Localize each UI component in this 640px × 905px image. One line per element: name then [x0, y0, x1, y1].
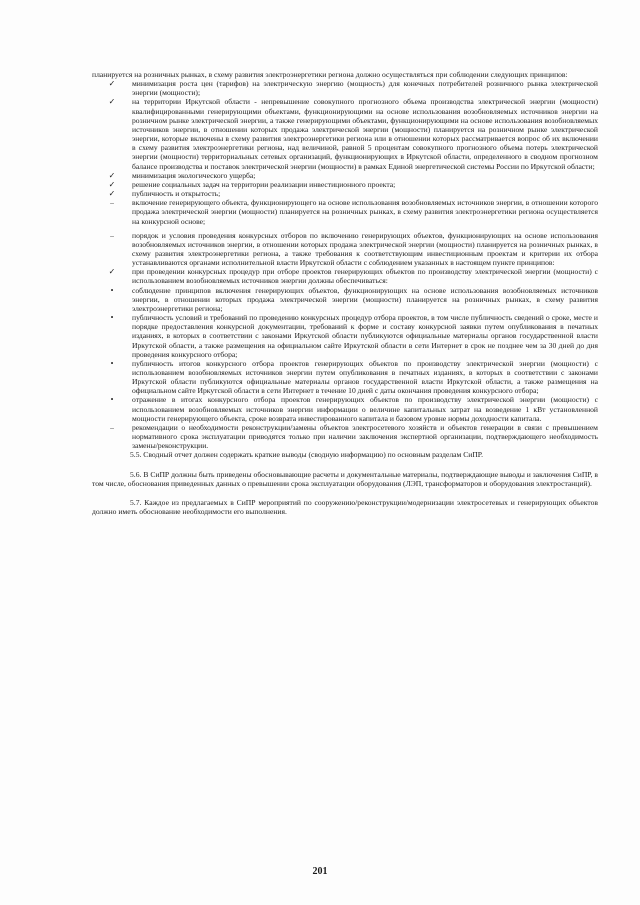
list-item-text: решение социальных задач на территории реализации инвестиционного проекта; — [132, 179, 396, 189]
list-item-text: минимизация экологического ущерба; — [132, 170, 256, 180]
checkmark-icon: ✓ — [108, 189, 116, 199]
list-item — [92, 313, 598, 359]
list-item-text: минимизация роста цен (тарифов) на электрическую энергию (мощность) для конечных потребителей розничного рынка электрической энергии (мощности); — [132, 79, 598, 98]
list-item-text: при проведении конкурсных процедур при отборе проектов генерирующих объектов по производству электрической энергии (мощности) с использованием возобновляемых источников энергии должны обеспечиваться: — [132, 267, 598, 286]
list-item-text: на территории Иркутской области - непревышение совокупного прогнозного объема производства электрической энергии (мощности) квалифицированными генерирующими объектами, функционирующими на основе использования возобновляемых источников энергии на розничном рынке электрической энергии, а также генерирующими объектами, функционирующими на основе использования возобновляемых источников энергии, в отношении которых продажа электрической энергии (мощности) планируется на розничном рынке электрической энергии, которые включены в схему развития электроэнергетики региона или в отношении которых рассматривается вопрос об их включении в схему развития электроэнергетики региона, над величиной, равной 5 процентам совокупного прогнозного объема потерь электрической энергии (мощности) территориальных сетевых организаций, функционирующих в Иркутской области, определенного в сводном прогнозном балансе производства и поставок электрической энергии (мощности) в рамках Единой энергетической системы России по Иркутской области; — [132, 97, 598, 171]
checkmark-icon: ✓ — [108, 170, 116, 180]
list-item — [92, 79, 598, 97]
section-5-7: 5.7. Каждое из предлагаемых в СиПР мероприятий по сооружению/реконструкции/модернизации электросетевых и генерирующих объектов должно иметь обоснование необходимости его выполнения. — [92, 497, 598, 517]
list-item-text: публичность и открытость; — [132, 189, 221, 199]
document-body — [92, 70, 598, 516]
checkmark-icon: ✓ — [108, 267, 116, 277]
list-item-text: публичность условий и требований по проведению конкурсных процедур отбора проектов, в том числе публичность сведений о сроке, месте и порядке предоставления конкурсной документации, требований к форме и составу конкурсной заявки путем опубликования в печатных изданиях, в которых в соответствии с законами Иркутской области публикуются официальные материалы органов государственной власти Иркутской области, а также размещения на официальном сайте Иркутской области в сети Интернет в срок не позднее чем за 30 дней до дня проведения конкурсного отбора; — [132, 313, 598, 359]
paragraph-intro: планируется на розничных рынках, в схему развития электроэнергетики региона должно осуществляться при соблюдении следующих принципов: — [92, 70, 568, 79]
list-item — [92, 180, 598, 189]
checkmark-icon: ✓ — [108, 179, 116, 189]
list-item — [92, 423, 598, 450]
list-item — [92, 231, 598, 268]
list-item — [92, 359, 598, 396]
list-item — [92, 198, 598, 225]
bullet-icon: • — [110, 285, 114, 295]
list-item — [92, 395, 598, 422]
dash-icon: – — [110, 422, 114, 432]
list-item — [92, 189, 598, 198]
checkmark-icon: ✓ — [108, 97, 116, 107]
dash-icon: – — [110, 198, 114, 208]
list-item-text: порядок и условия проведения конкурсных отборов по включению генерирующих объектов, функционирующих на основе использования возобновляемых источников энергии, в отношении которых продажа электрической энергии (мощности) планируется на розничных рынках, в схему развития электроэнергетики региона, а также требования к соответствующим инвестиционным проектам и критерии их отбора устанавливаются органами исполнительной власти Иркутской области с соблюдением указанных в настоящем пункте принципов: — [132, 230, 598, 268]
list-item-text: публичность итогов конкурсного отбора проектов генерирующих объектов по производству электрической энергии (мощности) с использованием возобновляемых источников энергии путем опубликования в печатных изданиях, в которых в соответствии с законами Иркутской области публикуются официальные материалы органов государственной власти Иркутской области, а также размещения на официальном сайте Иркутской области в сети Интернет в течение 10 дней с даты окончания проведения конкурсного отбора; — [132, 358, 598, 396]
list-item-text: включение генерирующего объекта, функционирующего на основе использования возобновляемых источников энергии, в отношении которого продажа электрической энергии (мощности) планируется на розничных рынках, в схему развития электроэнергетики региона осуществляется на конкурсной основе; — [132, 198, 598, 226]
page-number: 201 — [312, 866, 328, 877]
bullet-icon: • — [110, 395, 114, 405]
list-item-text: рекомендации о необходимости реконструкции/замены объектов электросетевого хозяйств и объектов генерации в связи с превышением нормативного срока эксплуатации приводятся только при наличии заключения экспертной организации, подтверждающего необходимость замены/реконструкции. — [132, 422, 598, 451]
bullet-icon: • — [110, 313, 114, 323]
section-5-6: 5.6. В СиПР должны быть приведены обосновывающие расчеты и документальные материалы, подтверждающие выводы и заключения СиПР, в том числе, обоснования приведенных данных о превышении срока эксплуатации оборудования (ЛЭП, трансформаторов и оборудования электростанций). — [92, 469, 598, 488]
list-item — [92, 97, 598, 170]
list-item — [92, 171, 598, 180]
checkmark-icon: ✓ — [108, 79, 116, 89]
section-5-5: 5.5. Сводный отчет должен содержать краткие выводы (сводную информацию) по основным разделам СиПР. — [130, 450, 483, 460]
list-item-text: отражение в итогах конкурсного отбора проектов генерирующих объектов по производству электрической энергии (мощности) с использованием возобновляемых источников энергии информации о величине капитальных затрат на возведение 1 кВт установленной мощности генерирующего объекта, сроке возврата инвестированного капитала и базовом уровне нормы доходности капитала. — [132, 395, 598, 423]
list-item — [92, 267, 598, 285]
list-item — [92, 286, 598, 313]
dash-icon: – — [110, 230, 114, 240]
list-item-text: соблюдение принципов включения генерирующих объектов, функционирующих на основе использования возобновляемых источников энергии, в отношении которых продажа электрической энергии (мощности) планируется на розничных рынках, в схему развития электроэнергетики региона; — [132, 285, 598, 313]
bullet-icon: • — [110, 358, 114, 368]
